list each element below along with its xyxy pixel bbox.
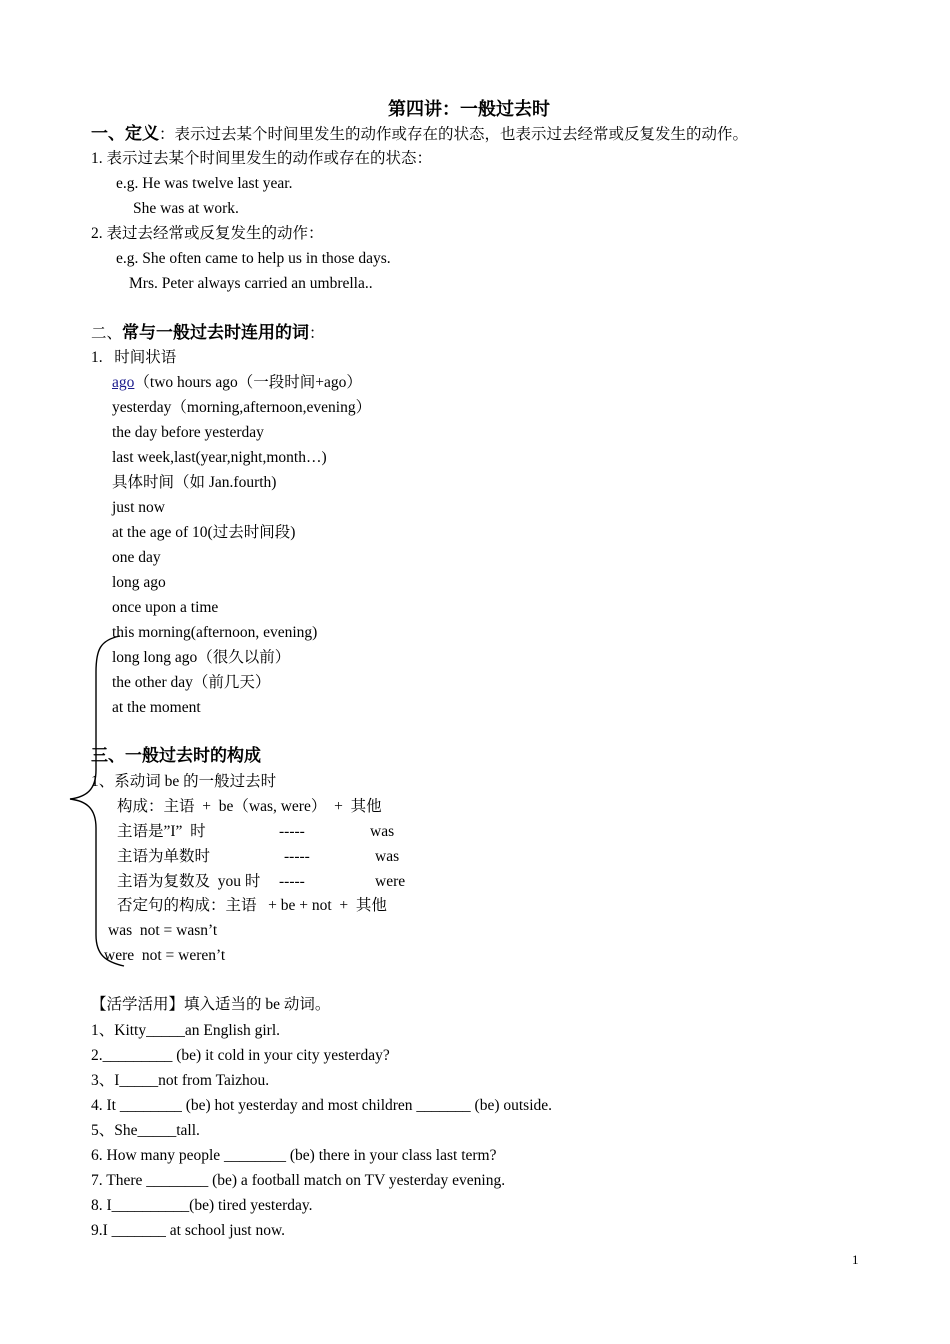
subheading-adverbials: 1. 时间状语 bbox=[91, 349, 177, 366]
example-line: e.g. She often came to help us in those days. bbox=[116, 250, 391, 267]
exercise-item: 1、Kitty_____an English girl. bbox=[91, 1022, 281, 1039]
exercise-item: 3、I_____not from Taizhou. bbox=[91, 1072, 270, 1089]
list-item: long ago bbox=[112, 574, 166, 591]
list-item: yesterday（morning,afternoon,evening） bbox=[112, 399, 372, 416]
definition-text: ：表示过去某个时间里发生的动作或存在的状态，也表示过去经常或反复发生的动作。 bbox=[159, 126, 749, 143]
rule-value: were bbox=[375, 873, 406, 890]
page-title: 第四讲：一般过去时 bbox=[388, 99, 550, 120]
section-heading-definition: 一、定义 bbox=[91, 124, 159, 144]
rule-label: 主语是”I” 时 bbox=[117, 823, 206, 840]
rule-value: was bbox=[375, 848, 400, 865]
page-number: 1 bbox=[852, 1252, 859, 1267]
exercise-heading: 【活学活用】填入适当的 be 动词。 bbox=[91, 996, 331, 1013]
heading-text: 常与一般过去时连用的词 bbox=[122, 323, 310, 343]
rule-value: was bbox=[370, 823, 395, 840]
rule-label: 主语为单数时 bbox=[117, 848, 211, 865]
usage-2: 2. 表过去经常或反复发生的动作： bbox=[91, 225, 324, 242]
ago-text: （two hours ago（一段时间+ago） bbox=[134, 374, 362, 391]
contraction: were not = weren’t bbox=[104, 947, 226, 964]
list-item: last week,last(year,night,month…) bbox=[112, 449, 327, 466]
exercise-item: 5、She_____tall. bbox=[91, 1122, 200, 1139]
list-item: one day bbox=[112, 549, 161, 566]
list-item: the day before yesterday bbox=[112, 424, 264, 441]
list-item: at the age of 10(过去时间段) bbox=[112, 524, 296, 541]
exercise-item: 7. There ________ (be) a football match on TV yesterday evening. bbox=[91, 1172, 506, 1189]
example-line: She was at work. bbox=[133, 200, 239, 217]
list-item: long long ago（很久以前） bbox=[112, 649, 291, 666]
list-item: the other day（前几天） bbox=[112, 674, 271, 691]
exercise-item: 8. I__________(be) tired yesterday. bbox=[91, 1197, 313, 1214]
section-heading-structure: 三、一般过去时的构成 bbox=[91, 746, 261, 766]
rule-dash: ----- bbox=[279, 873, 305, 890]
usage-1: 1. 表示过去某个时间里发生的动作或存在的状态： bbox=[91, 150, 433, 167]
exercise-item: 2._________ (be) it cold in your city yesterday? bbox=[91, 1047, 390, 1064]
example-line: Mrs. Peter always carried an umbrella.. bbox=[129, 275, 373, 292]
example-line: e.g. He was twelve last year. bbox=[116, 175, 293, 192]
heading-suffix: ： bbox=[309, 325, 325, 342]
subheading-be-past: 1、系动词 be 的一般过去时 bbox=[91, 773, 277, 790]
list-item: 具体时间（如 Jan.fourth) bbox=[112, 474, 277, 491]
exercise-item: 6. How many people ________ (be) there in your class last term? bbox=[91, 1147, 497, 1164]
ago-link[interactable]: ago bbox=[112, 374, 135, 391]
list-item: at the moment bbox=[112, 699, 201, 716]
rule-dash: ----- bbox=[284, 848, 310, 865]
list-item: just now bbox=[112, 499, 165, 516]
contraction: was not = wasn’t bbox=[108, 922, 218, 939]
rule-dash: ----- bbox=[279, 823, 305, 840]
list-item: once upon a time bbox=[112, 599, 219, 616]
rule-label: 主语为复数及 you 时 bbox=[117, 873, 261, 890]
structure-formula: 构成：主语 + be（was, were） + 其他 bbox=[117, 798, 382, 815]
heading-prefix: 二、 bbox=[91, 325, 123, 342]
negative-formula: 否定句的构成：主语 + be + not + 其他 bbox=[117, 897, 387, 914]
list-item: this morning(afternoon, evening) bbox=[112, 624, 318, 641]
exercise-item: 9.I _______ at school just now. bbox=[91, 1222, 286, 1239]
exercise-item: 4. It ________ (be) hot yesterday and most children _______ (be) outside. bbox=[91, 1097, 553, 1114]
